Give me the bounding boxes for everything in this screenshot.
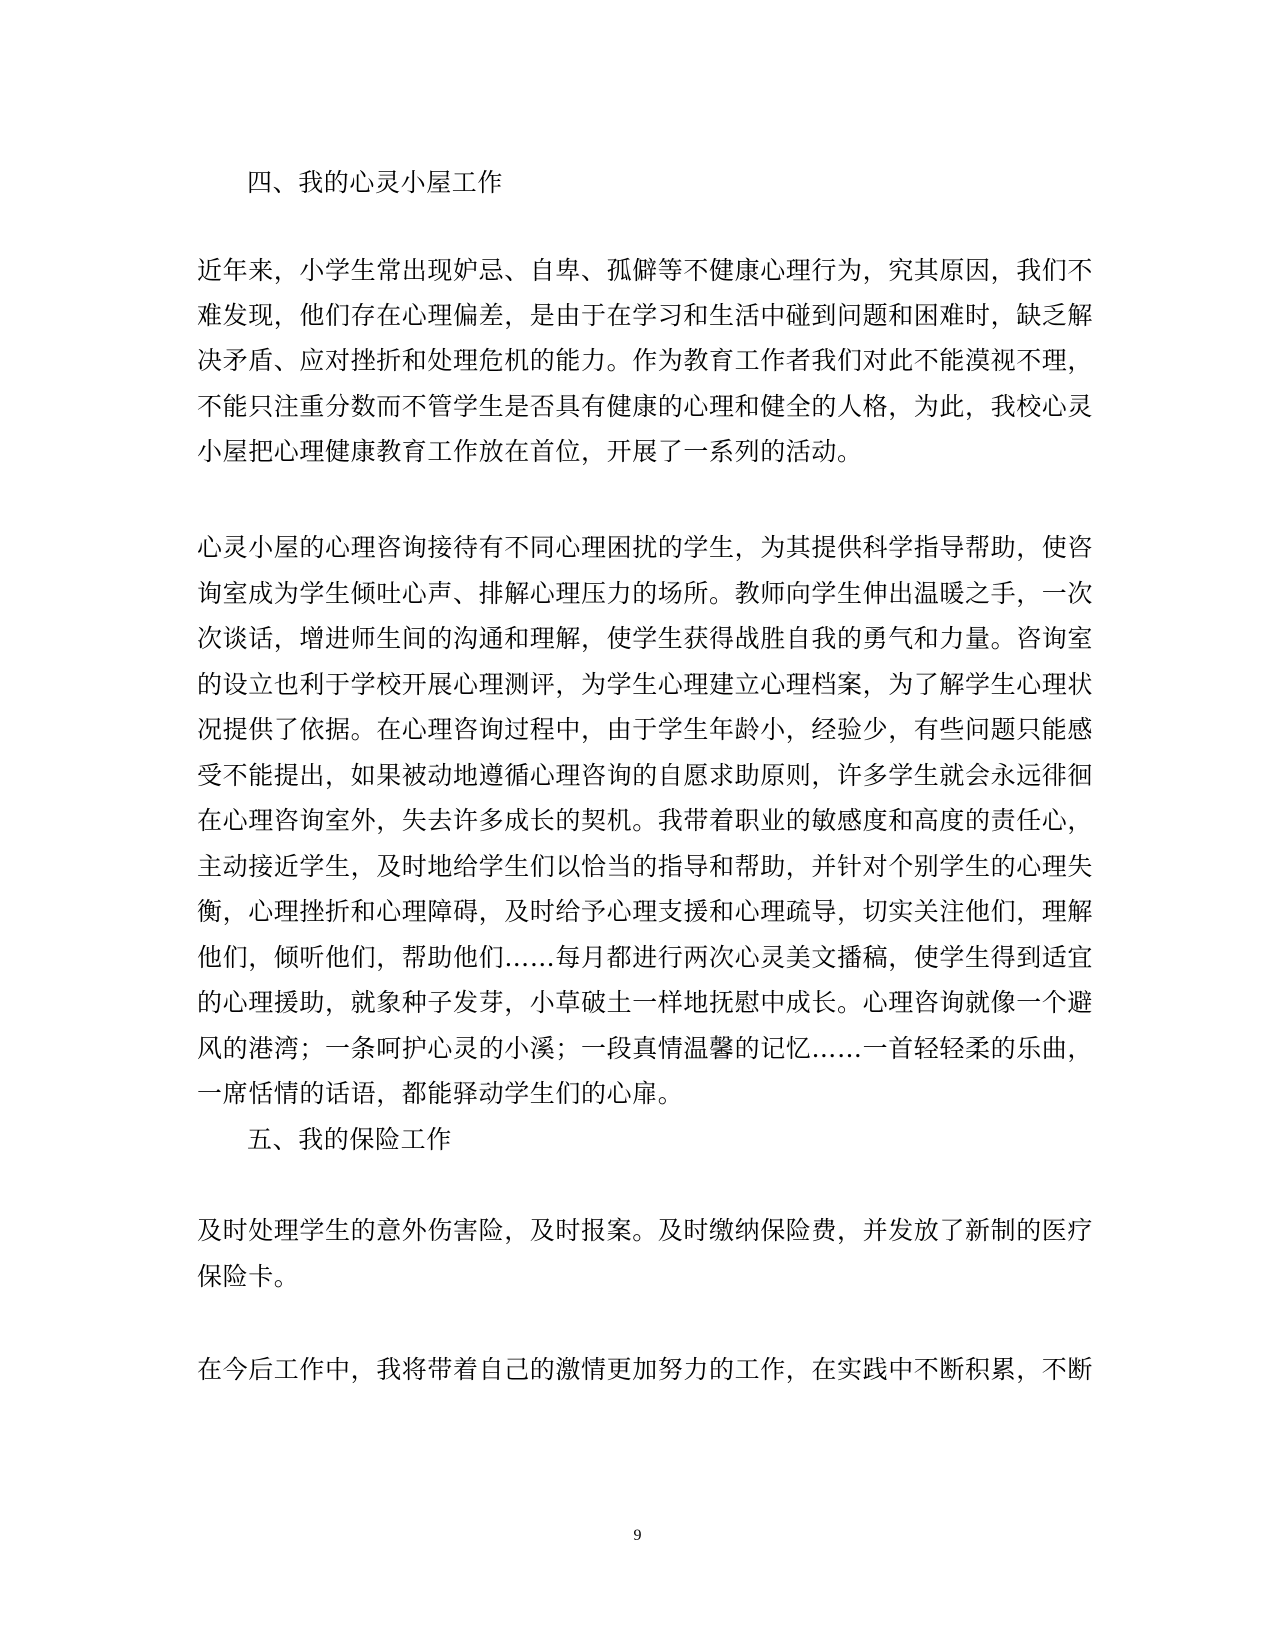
text-line: 难发现，他们存在心理偏差，是由于在学习和生活中碰到问题和困难时，缺乏解	[197, 301, 1094, 330]
text-line: 心灵小屋的心理咨询接待有不同心理困扰的学生，为其提供科学指导帮助，使咨	[197, 533, 1094, 562]
text-line: 决矛盾、应对挫折和处理危机的能力。作为教育工作者我们对此不能漠视不理，	[197, 346, 1094, 375]
text-line: 他们，倾听他们，帮助他们……每月都进行两次心灵美文播稿，使学生得到适宜	[197, 943, 1094, 972]
text-line: 在今后工作中，我将带着自己的激情更加努力的工作，在实践中不断积累，不断	[197, 1355, 1094, 1384]
page-number: 9	[633, 1527, 642, 1544]
text-line: 保险卡。	[197, 1262, 300, 1291]
text-line: 风的港湾；一条呵护心灵的小溪；一段真情温馨的记忆……一首轻轻柔的乐曲，	[197, 1034, 1094, 1063]
text-line: 次谈话，增进师生间的沟通和理解，使学生获得战胜自我的勇气和力量。咨询室	[197, 624, 1094, 653]
text-line: 在心理咨询室外，失去许多成长的契机。我带着职业的敏感度和高度的责任心，	[197, 806, 1094, 835]
text-line: 近年来，小学生常出现妒忌、自卑、孤僻等不健康心理行为，究其原因，我们不	[197, 256, 1094, 285]
text-line: 小屋把心理健康教育工作放在首位，开展了一系列的活动。	[197, 437, 863, 466]
text-line: 的心理援助，就象种子发芽，小草破土一样地抚慰中成长。心理咨询就像一个避	[197, 988, 1094, 1017]
text-line: 况提供了依据。在心理咨询过程中，由于学生年龄小，经验少，有些问题只能感	[197, 715, 1094, 744]
text-line: 受不能提出，如果被动地遵循心理咨询的自愿求助原则，许多学生就会永远徘徊	[197, 761, 1094, 790]
text-line: 及时处理学生的意外伤害险，及时报案。及时缴纳保险费，并发放了新制的医疗	[197, 1216, 1094, 1245]
text-line: 的设立也利于学校开展心理测评，为学生心理建立心理档案，为了解学生心理状	[197, 670, 1094, 699]
text-line: 衡，心理挫折和心理障碍，及时给予心理支援和心理疏导，切实关注他们，理解	[197, 897, 1094, 926]
section-heading-5: 五、我的保险工作	[247, 1125, 452, 1154]
section-heading-4: 四、我的心灵小屋工作	[247, 168, 504, 197]
text-line: 不能只注重分数而不管学生是否具有健康的心理和健全的人格，为此，我校心灵	[197, 392, 1094, 421]
text-line: 一席恬情的话语，都能驿动学生们的心扉。	[197, 1079, 684, 1108]
text-line: 主动接近学生，及时地给学生们以恰当的指导和帮助，并针对个别学生的心理失	[197, 852, 1094, 881]
text-line: 询室成为学生倾吐心声、排解心理压力的场所。教师向学生伸出温暖之手，一次	[197, 579, 1094, 608]
